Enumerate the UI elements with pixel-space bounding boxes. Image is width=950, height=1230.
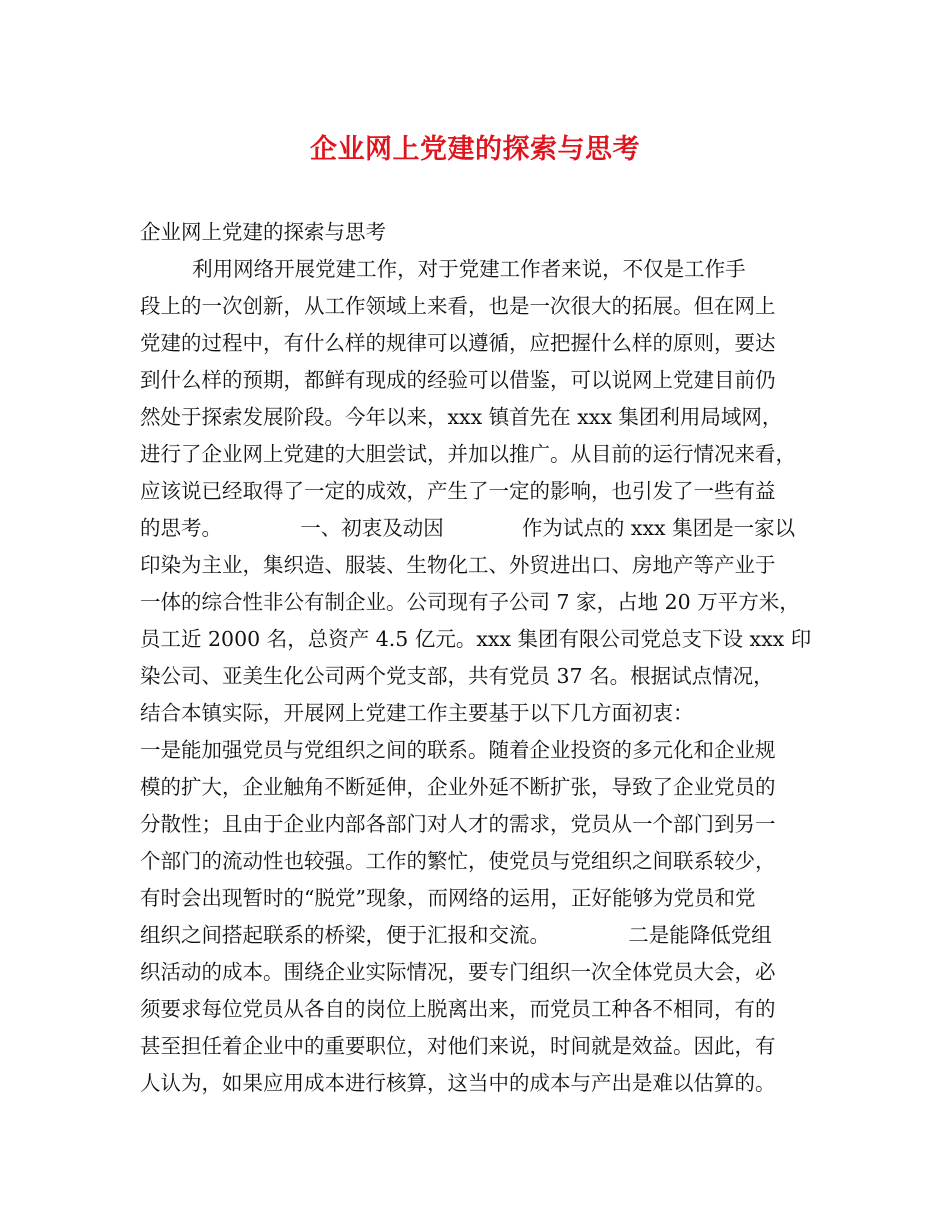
body-line: 组织之间搭起联系的桥梁，便于汇报和交流。 二是能降低党组 bbox=[140, 923, 772, 947]
document-body bbox=[140, 214, 830, 1102]
body-line: 印染为主业，集织造、服装、生物化工、外贸进出口、房地产等产业于 bbox=[140, 553, 776, 577]
body-line: 进行了企业网上党建的大胆尝试，并加以推广。从目前的运行情况来看， bbox=[140, 442, 796, 466]
body-line: 须要求每位党员从各自的岗位上脱离出来，而党员工种各不相同，有的 bbox=[140, 997, 776, 1021]
body-line: 有时会出现暂时的“脱党”现象，而网络的运用，正好能够为党员和党 bbox=[140, 886, 756, 910]
document-title: 企业网上党建的探索与思考 bbox=[310, 134, 640, 165]
body-line: 染公司、亚美生化公司两个党支部，共有党员 37 名。根据试点情况， bbox=[140, 664, 774, 688]
body-line: 应该说已经取得了一定的成效，产生了一定的影响，也引发了一些有益 bbox=[140, 479, 776, 503]
body-line: 的思考。 一、初衷及动因 作为试点的 xxx 集团是一家以 bbox=[140, 516, 796, 540]
body-line: 甚至担任着企业中的重要职位，对他们来说，时间就是效益。因此，有 bbox=[140, 1034, 776, 1058]
body-line: 个部门的流动性也较强。工作的繁忙，使党员与党组织之间联系较少， bbox=[140, 849, 776, 873]
body-line: 到什么样的预期，都鲜有现成的经验可以借鉴，可以说网上党建目前仍 bbox=[140, 368, 776, 392]
body-line: 织活动的成本。围绕企业实际情况，要专门组织一次全体党员大会，必 bbox=[140, 960, 776, 984]
body-line: 然处于探索发展阶段。今年以来，xxx 镇首先在 xxx 集团利用局域网， bbox=[140, 405, 783, 429]
body-line: 分散性；且由于企业内部各部门对人才的需求，党员从一个部门到另一 bbox=[140, 812, 776, 836]
body-line: 一体的综合性非公有制企业。公司现有子公司 7 家，占地 20 万平方米， bbox=[140, 590, 800, 614]
document-subtitle: 企业网上党建的探索与思考 bbox=[140, 220, 386, 244]
body-line: 模的扩大，企业触角不断延伸，企业外延不断扩张，导致了企业党员的 bbox=[140, 775, 776, 799]
body-line: 利用网络开展党建工作，对于党建工作者来说，不仅是工作手 bbox=[140, 257, 746, 281]
body-line: 党建的过程中，有什么样的规律可以遵循，应把握什么样的原则，要达 bbox=[140, 331, 776, 355]
body-line: 人认为，如果应用成本进行核算，这当中的成本与产出是难以估算的。 bbox=[140, 1071, 776, 1095]
body-line: 结合本镇实际，开展网上党建工作主要基于以下几方面初衷： bbox=[140, 701, 694, 725]
body-line: 员工近 2000 名，总资产 4.5 亿元。xxx 集团有限公司党总支下设 xxx 印 bbox=[140, 627, 812, 651]
body-line: 段上的一次创新，从工作领域上来看，也是一次很大的拓展。但在网上 bbox=[140, 294, 776, 318]
body-line: 一是能加强党员与党组织之间的联系。随着企业投资的多元化和企业规 bbox=[140, 738, 776, 762]
